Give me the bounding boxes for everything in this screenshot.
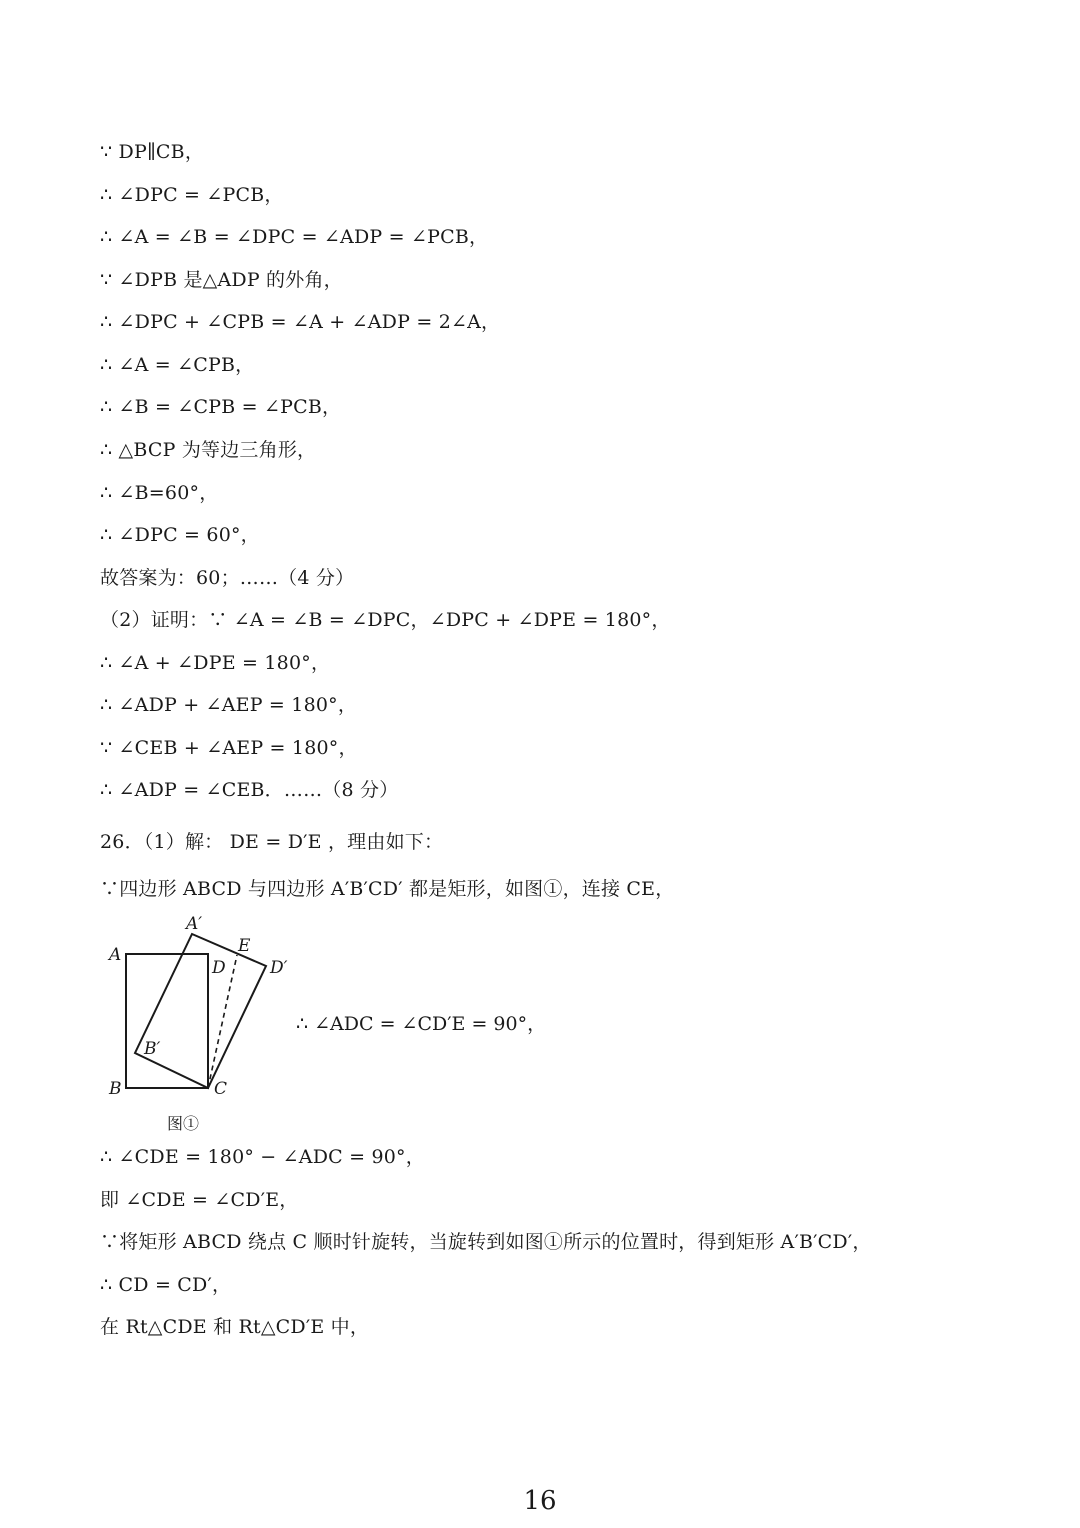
proof-line-20: ∵将矩形 ABCD 绕点 C 顺时针旋转，当旋转到如图①所示的位置时，得到矩形 A′B′CD′， bbox=[100, 1231, 872, 1253]
figure-side-equation: ∴ ∠ADC = ∠CD′E = 90°， bbox=[296, 1013, 547, 1035]
label-e: E bbox=[238, 936, 251, 956]
proof-line-15: ∴ ∠ADP = ∠CEB．……（8 分） bbox=[100, 779, 399, 801]
label-d: D bbox=[212, 958, 226, 978]
proof-line-22: 在 Rt△CDE 和 Rt△CD′E 中， bbox=[100, 1316, 370, 1338]
proof-line-7: ∴ ∠B = ∠CPB = ∠PCB， bbox=[100, 396, 342, 418]
geometry-figure bbox=[100, 910, 300, 1135]
rectangle-a-prime-b-prime-c-d-prime bbox=[135, 934, 266, 1088]
proof-line-19: 即 ∠CDE = ∠CD′E， bbox=[100, 1189, 299, 1211]
label-a-prime: A′ bbox=[186, 914, 203, 934]
label-c: C bbox=[214, 1079, 228, 1099]
proof-line-12: ∴ ∠A + ∠DPE = 180°， bbox=[100, 652, 331, 674]
proof-line-3: ∴ ∠A = ∠B = ∠DPC = ∠ADP = ∠PCB， bbox=[100, 226, 489, 248]
proof-line-4: ∵ ∠DPB 是△ADP 的外角， bbox=[100, 269, 343, 291]
proof-line-14: ∵ ∠CEB + ∠AEP = 180°， bbox=[100, 737, 358, 759]
figure-caption: 图① bbox=[167, 1114, 200, 1133]
proof-line-10: ∴ ∠DPC = 60°， bbox=[100, 524, 260, 546]
proof-line-21: ∴ CD = CD′， bbox=[100, 1274, 232, 1296]
label-b: B bbox=[109, 1079, 122, 1099]
proof-line-5: ∴ ∠DPC + ∠CPB = ∠A + ∠ADP = 2∠A， bbox=[100, 311, 501, 333]
proof-2-header: （2）证明：∵ ∠A = ∠B = ∠DPC，∠DPC + ∠DPE = 180°， bbox=[100, 609, 671, 631]
label-d-prime: D′ bbox=[270, 958, 288, 978]
proof-line-2: ∴ ∠DPC = ∠PCB， bbox=[100, 184, 284, 206]
proof-line-6: ∴ ∠A = ∠CPB， bbox=[100, 354, 255, 376]
proof-line-8: ∴ △BCP 为等边三角形， bbox=[100, 439, 317, 461]
question-26-header: 26．（1）解： DE = D′E ，理由如下： bbox=[100, 831, 444, 853]
proof-line-13: ∴ ∠ADP + ∠AEP = 180°， bbox=[100, 694, 358, 716]
answer-line: 故答案为：60；……（4 分） bbox=[100, 567, 355, 589]
proof-line-17: ∵四边形 ABCD 与四边形 A′B′CD′ 都是矩形，如图①，连接 CE， bbox=[100, 878, 675, 900]
label-b-prime: B′ bbox=[144, 1039, 161, 1059]
label-a: A bbox=[109, 945, 122, 965]
proof-line-1: ∵ DP∥CB， bbox=[100, 141, 205, 163]
proof-line-18: ∴ ∠CDE = 180° − ∠ADC = 90°， bbox=[100, 1146, 425, 1168]
page-number: 16 bbox=[523, 1486, 557, 1516]
proof-line-9: ∴ ∠B=60°， bbox=[100, 482, 219, 504]
figure-svg bbox=[100, 910, 300, 1135]
